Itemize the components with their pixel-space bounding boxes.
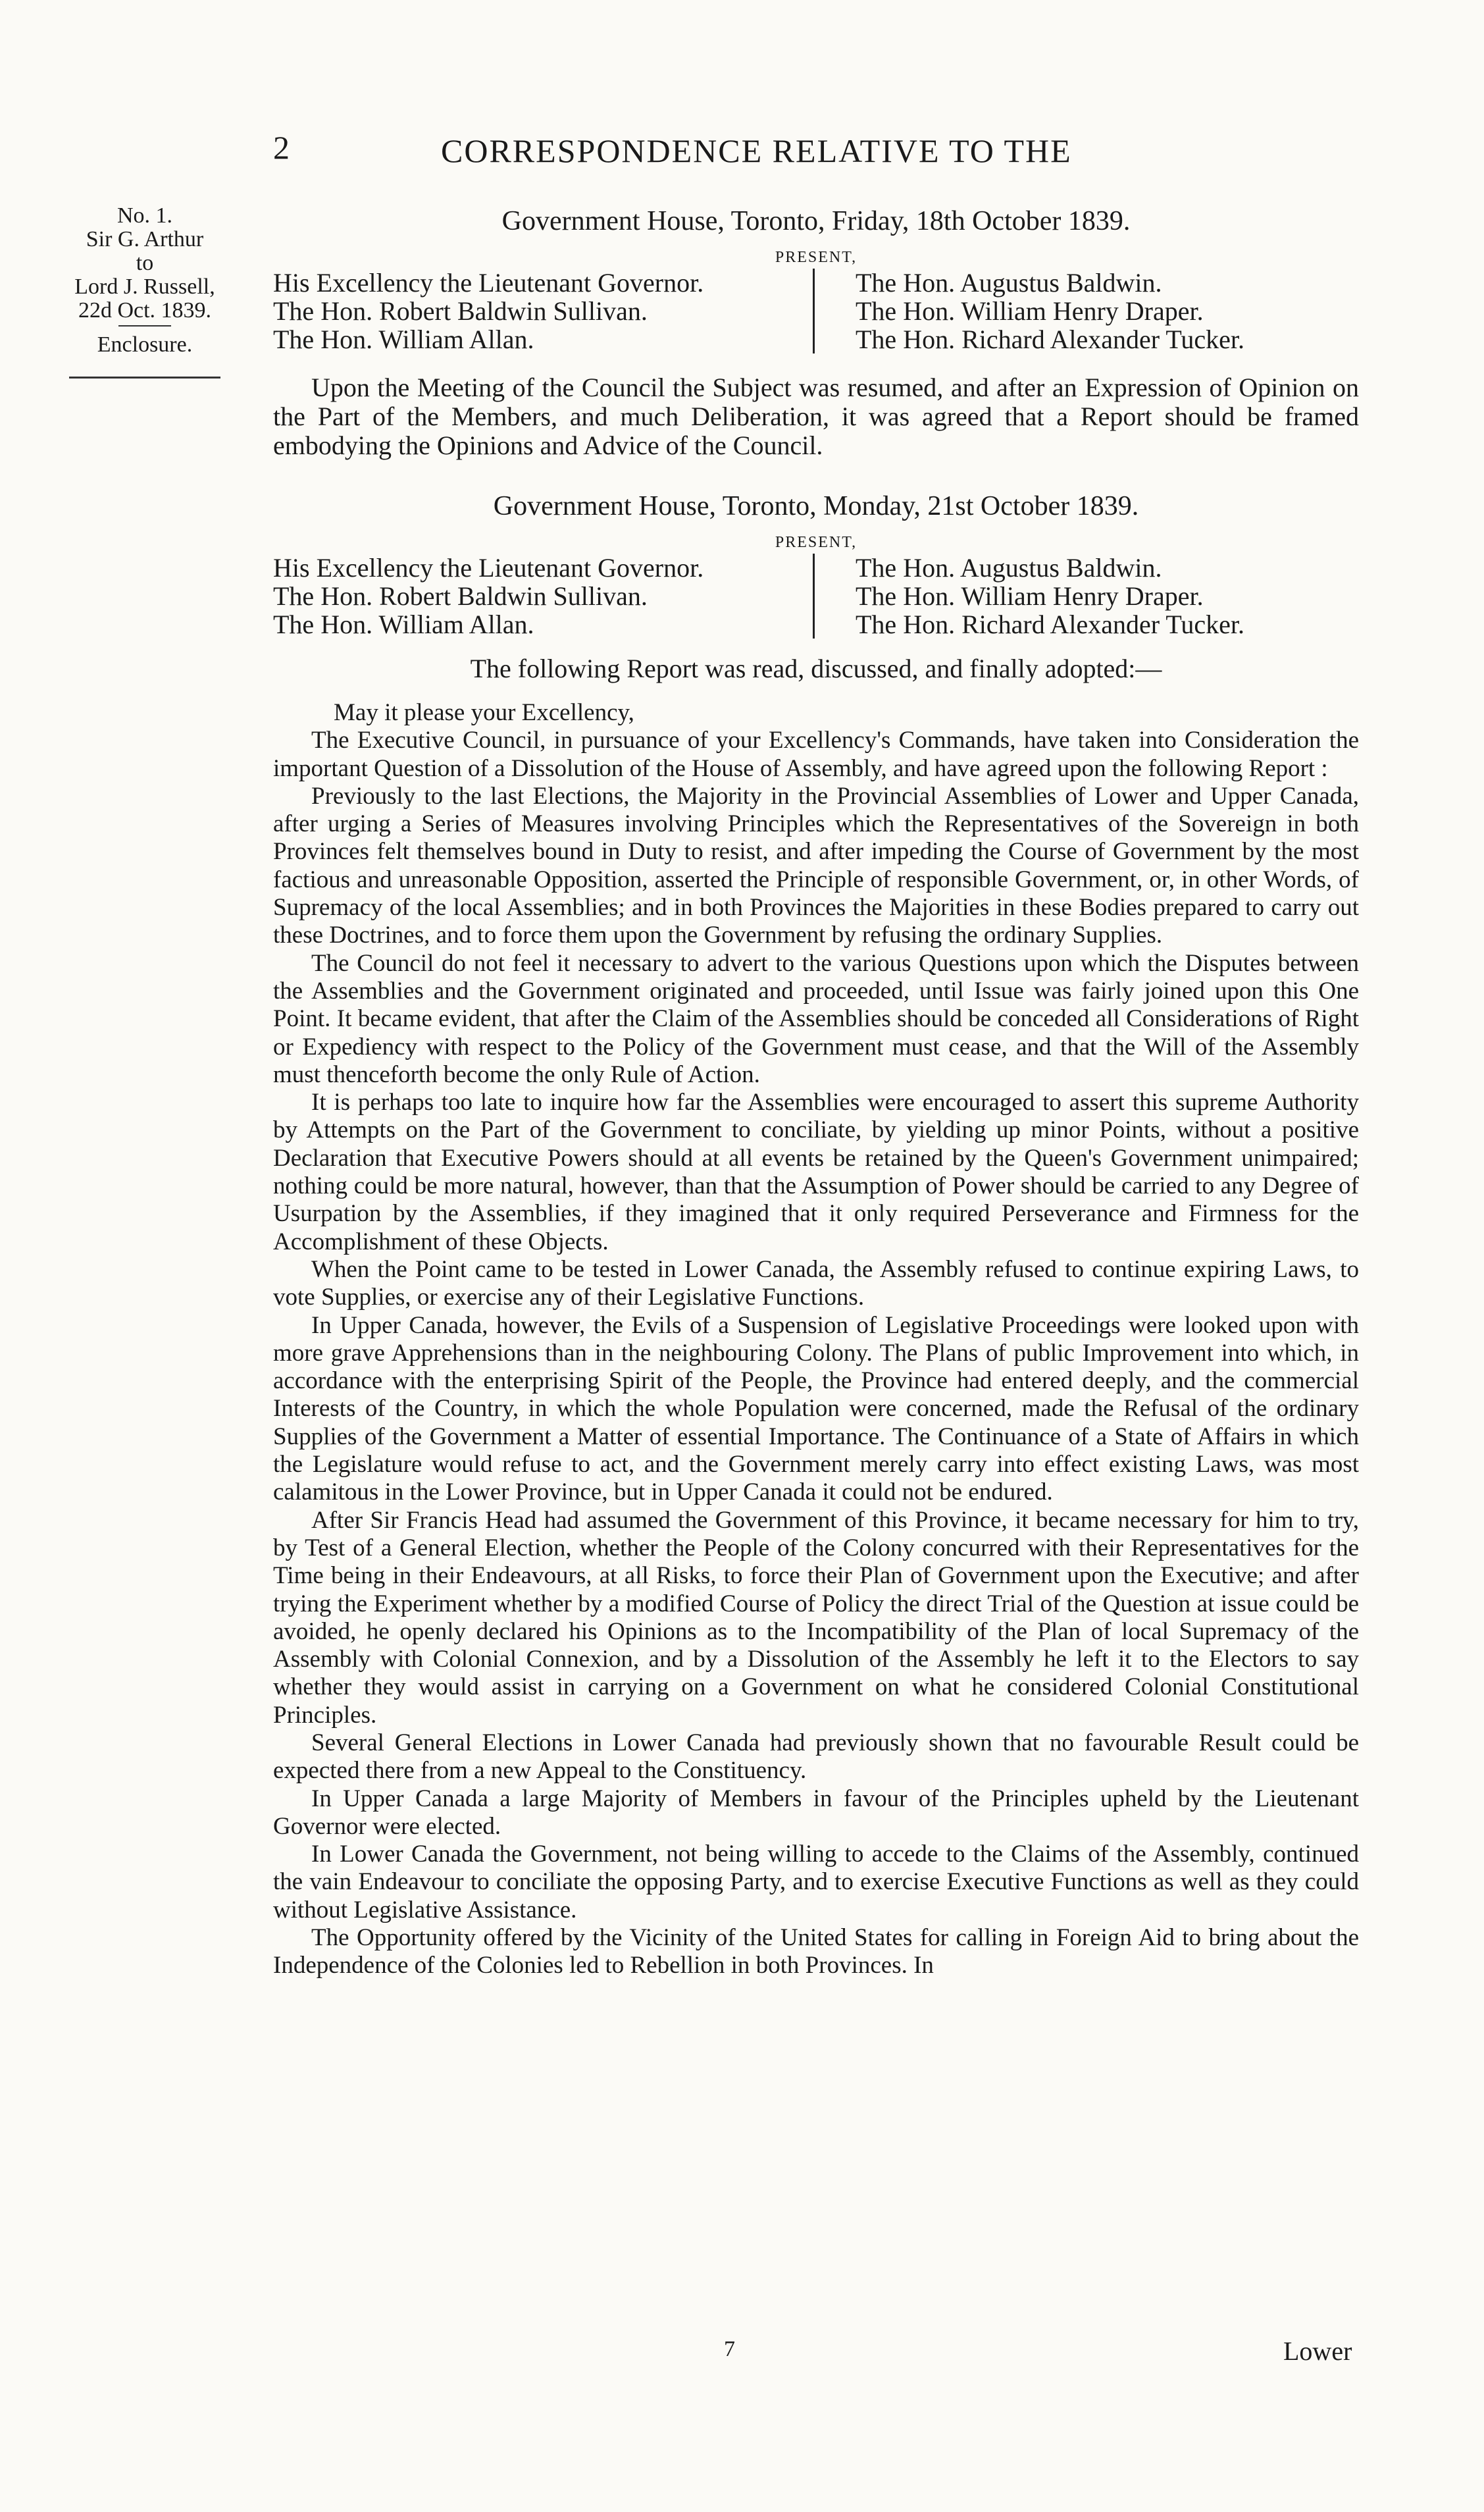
margin-note-recipient: Lord J. Russell, xyxy=(74,275,215,299)
meeting-1-attendance xyxy=(273,269,1359,353)
margin-note-enclosure: Enclosure. xyxy=(97,332,193,357)
attendee: His Excellency the Lieutenant Governor. xyxy=(273,268,704,298)
signature-mark: 7 xyxy=(724,2337,735,2361)
attendee: The Hon. Richard Alexander Tucker. xyxy=(856,325,1244,354)
attendee: The Hon. William Allan. xyxy=(273,610,534,639)
attendee: The Hon. Augustus Baldwin. xyxy=(856,553,1162,583)
attendance-left-column xyxy=(273,269,813,353)
attendee: The Hon. Robert Baldwin Sullivan. xyxy=(273,581,648,611)
salutation: May it please your Excellency, xyxy=(334,699,634,726)
attendee: The Hon. William Henry Draper. xyxy=(856,581,1204,611)
report-paragraph: The Council do not feel it necessary to advert to the various Questions upon which the Disputes between the Assemblies and the Government originated and proceeded, until Issue was fairly joined upon this One Point. It became evident, that after the Claim of the Assemblies should be conceded all Considerations of Right or Expediency with respect to the Policy of the Government must cease, and that the Will of the Assembly must thenceforth become the only Rule of Action. xyxy=(273,949,1359,1088)
running-title: CORRESPONDENCE RELATIVE TO THE xyxy=(441,132,1072,169)
report-paragraph: It is perhaps too late to inquire how far the Assemblies were encouraged to assert this supreme Authority by Attempts on the Part of the Government to conciliate, by yielding up minor Points, without a positive Declaration that Executive Powers should at all events be retained by the Queen's Government unimpaired; nothing could be more natural, however, than that the Assumption of Power should be carried to any Degree of Usurpation by the Assemblies, if they imagined that it only required Perseverance and Firmness for the Accomplishment of these Objects. xyxy=(273,1089,1359,1255)
meeting-2-present-label: PRESENT, xyxy=(775,534,857,551)
report-paragraph: Several General Elections in Lower Canada had previously shown that no favourable Result could be expected there from a new Appeal to the Constituency. xyxy=(273,1729,1359,1785)
report-paragraph: In Upper Canada a large Majority of Members in favour of the Principles upheld by the Lieutenant Governor were elected. xyxy=(273,1785,1359,1840)
report-paragraph: The Executive Council, in pursuance of your Excellency's Commands, have taken into Consideration the important Question of a Dissolution of the House of Assembly, and have agreed upon the following Report : xyxy=(273,727,1359,782)
meeting-1-present-label: PRESENT, xyxy=(775,249,857,266)
meeting-1-heading: Government House, Toronto, Friday, 18th October 1839. xyxy=(501,206,1131,236)
meeting-2-attendance xyxy=(273,554,1359,639)
margin-note-number: No. 1. xyxy=(116,203,173,228)
page-number: 2 xyxy=(273,129,290,166)
report-paragraph: The Opportunity offered by the Vicinity of the United States for calling in Foreign Aid to bring about the Independence of the Colonies led to Rebellion in both Provinces. In xyxy=(273,1924,1359,1979)
meeting-2-heading: Government House, Toronto, Monday, 21st October 1839. xyxy=(493,491,1139,521)
attendee: The Hon. Richard Alexander Tucker. xyxy=(856,610,1244,639)
report-paragraph: In Upper Canada, however, the Evils of a Suspension of Legislative Proceedings were looked upon with more grave Apprehensions than in the neighbouring Colony. The Plans of public Improvement into which, in accordance with the enterprising Spirit of the People, the Province had entered deeply, and the commercial Interests of the Country, in which the whole Population were concerned, made the Refusal of the ordinary Supplies of the Government a Matter of essential Importance. The Continuance of a State of Affairs in which the Legislature would refuse to act, and the Government merely carry into effect existing Laws, was most calamitous in the Lower Province, but in Upper Canada it could not be endured. xyxy=(273,1311,1359,1506)
report-paragraph: When the Point came to be tested in Lower Canada, the Assembly refused to continue expiring Laws, to vote Supplies, or exercise any of their Legislative Functions. xyxy=(273,1255,1359,1311)
attendee: The Hon. William Henry Draper. xyxy=(856,296,1204,326)
attendee: The Hon. Robert Baldwin Sullivan. xyxy=(273,296,648,326)
meeting-1-paragraph: Upon the Meeting of the Council the Subject was resumed, and after an Expression of Opinion on the Part of the Members, and much Deliberation, it was agreed that a Report should be framed embodying the Opinions and Advice of the Council. xyxy=(273,373,1359,460)
margin-note-divider xyxy=(118,325,171,327)
attendance-right-column xyxy=(813,269,1359,353)
attendee: The Hon. Augustus Baldwin. xyxy=(856,268,1162,298)
attendee: The Hon. William Allan. xyxy=(273,325,534,354)
attendance-left-column xyxy=(273,554,813,639)
document-body xyxy=(273,204,1359,1980)
margin-note-to-word: to xyxy=(136,251,154,275)
margin-note-date: 22d Oct. 1839. xyxy=(78,298,212,323)
margin-note-rule xyxy=(69,377,220,379)
report-paragraph: Previously to the last Elections, the Majority in the Provincial Assemblies of Lower and Upper Canada, after urging a Series of Measures involving Principles which the Representatives of the Sovereign in both Provinces felt themselves bound in Duty to resist, and after impeding the Course of Government by the most factious and unreasonable Opposition, asserted the Principle of responsible Government, or, in other Words, of Supremacy of the local Assemblies; and in both Provinces the Majorities in these Bodies prepared to carry out these Doctrines, and to force them upon the Government by refusing the ordinary Supplies. xyxy=(273,782,1359,949)
catchword: Lower xyxy=(1283,2336,1352,2366)
attendee: His Excellency the Lieutenant Governor. xyxy=(273,553,704,583)
margin-note xyxy=(36,204,253,379)
report-paragraph: In Lower Canada the Government, not being willing to accede to the Claims of the Assembly, continued the vain Endeavour to conciliate the opposing Party, and to exercise Executive Functions as well as they could without Legislative Assistance. xyxy=(273,1841,1359,1923)
margin-note-from: Sir G. Arthur xyxy=(86,227,204,251)
report-intro: The following Report was read, discussed, and finally adopted:— xyxy=(470,654,1162,683)
attendance-right-column xyxy=(813,554,1359,639)
report-paragraph: After Sir Francis Head had assumed the Government of this Province, it became necessary for him to try, by Test of a General Election, whether the People of the Colony concurred with their Representatives for the Time being in their Endeavours, at all Risks, to force their Plan of Government upon the Executive; and after trying the Experiment whether by a modified Course of Policy the direct Trial of the Question at issue could be avoided, he openly declared his Opinions as to the Incompatibility of the Plan of local Supremacy of the Assembly with Colonial Connexion, and by a Dissolution of the Assembly he left it to the Electors to say whether they would assist in carrying on a Government on what he considered Colonial Constitutional Principles. xyxy=(273,1506,1359,1729)
